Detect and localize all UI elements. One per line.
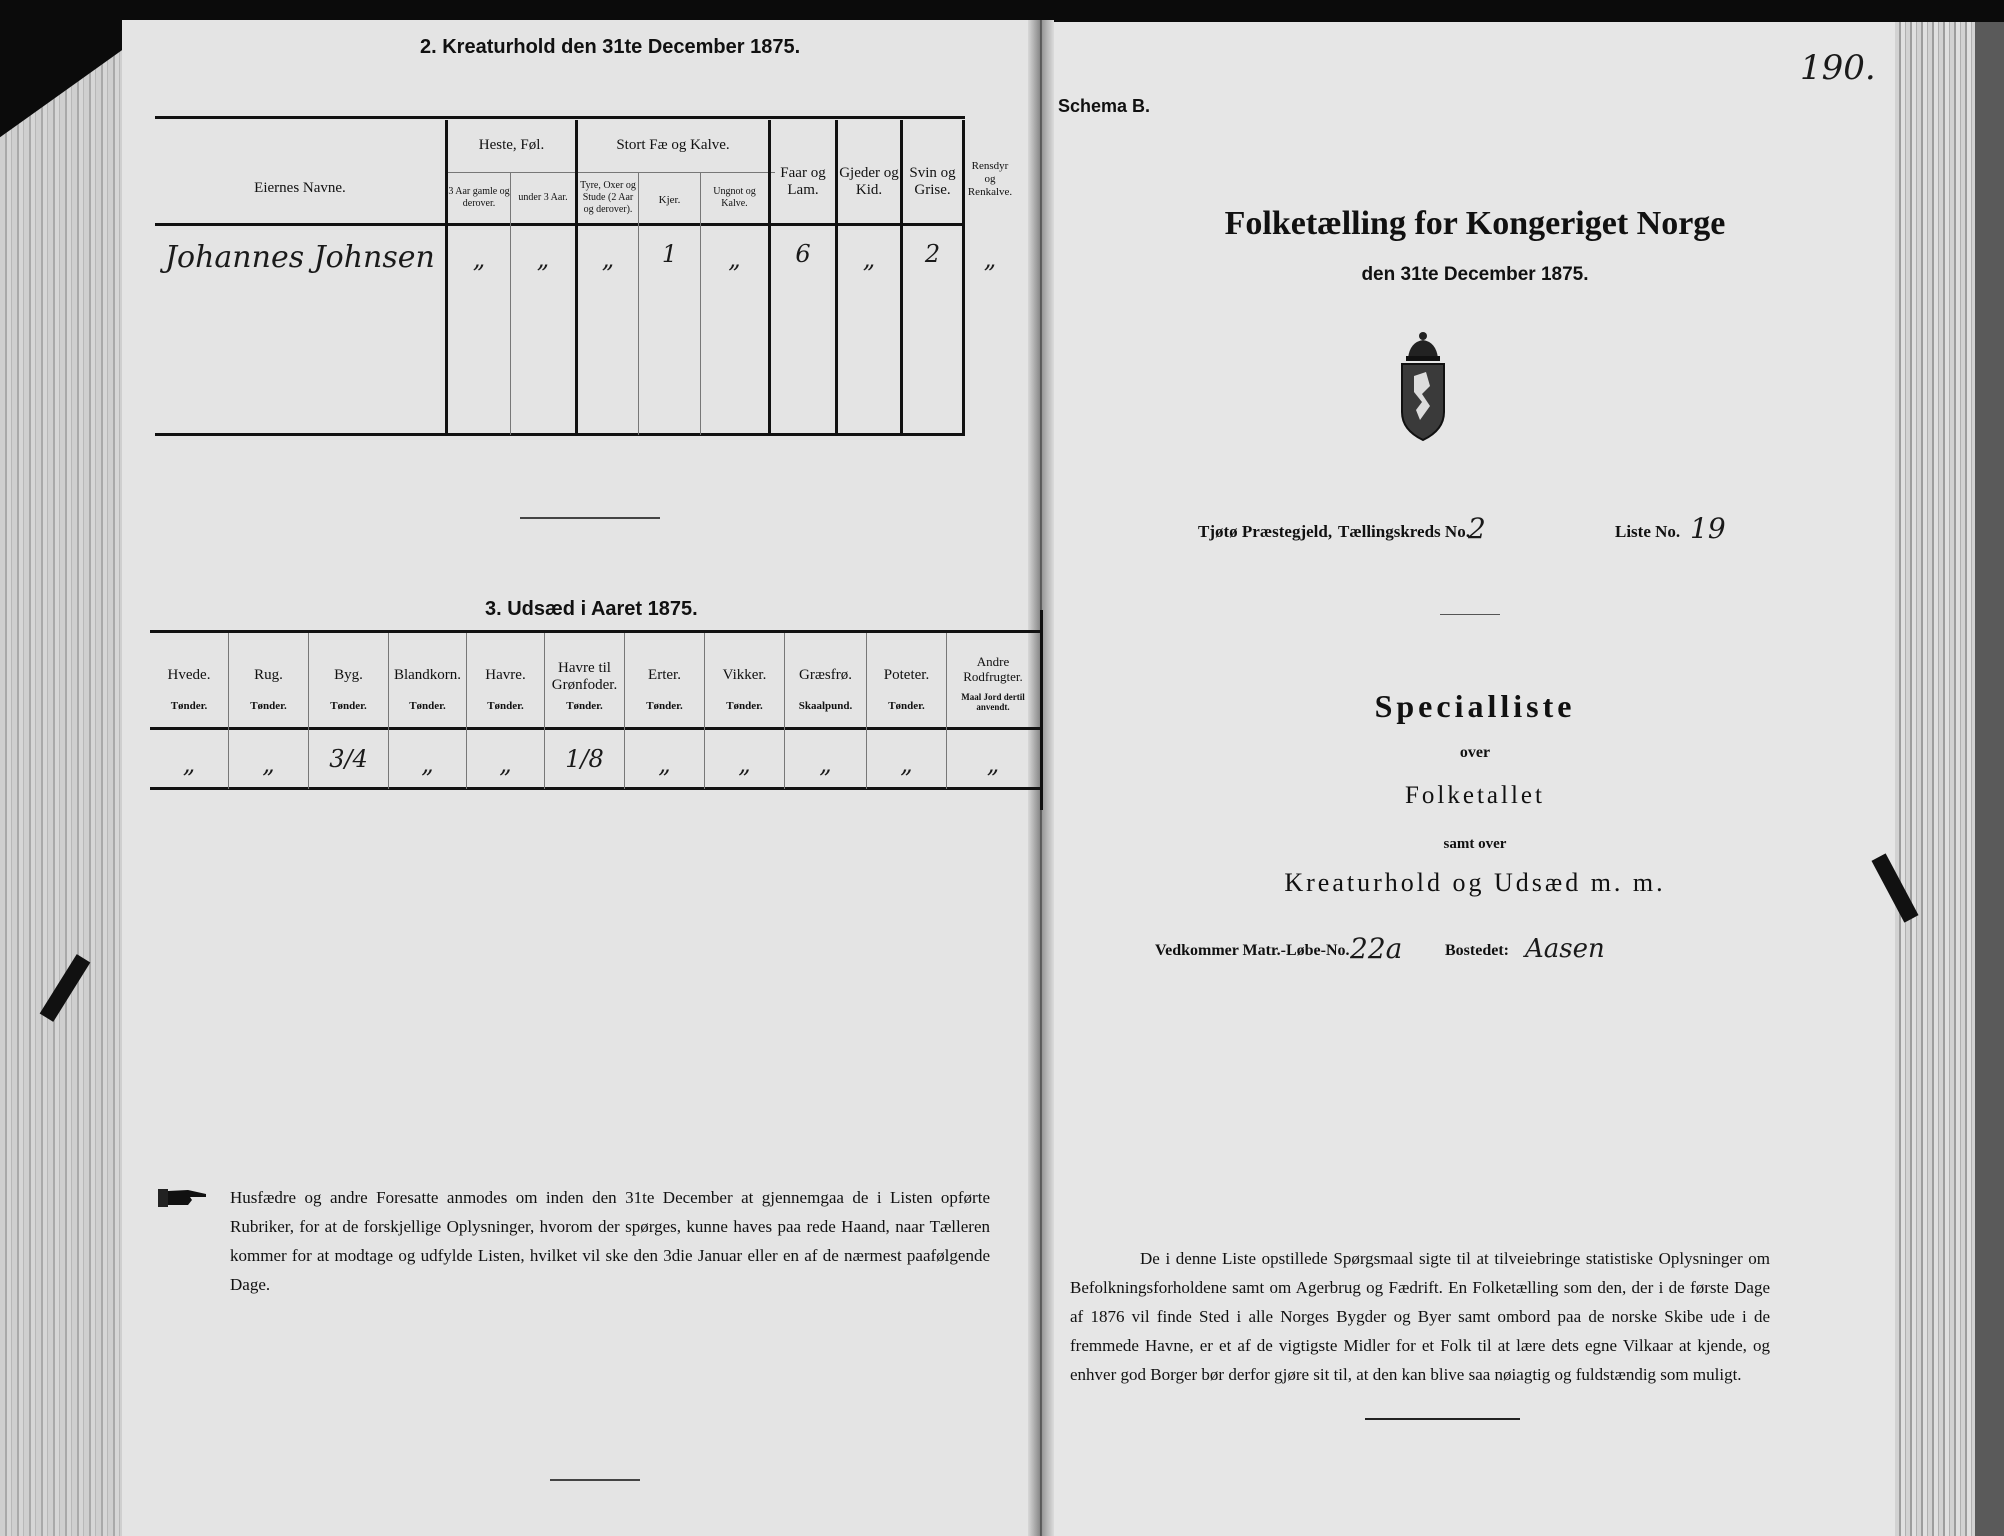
- intro-paragraph: De i denne Liste opstillede Spørgsmaal sigte til at tilveiebringe statistiske Oplysninger om Befolkningsforholdene samt om Agerbrug og Fædrift. En Folketælling som den, der i de første Dage af 1876 vil finde Sted i alle Norges Bygder og Byer samt ombord paa de norske Skibe ude i de fremmede Havne, er et af de vigtigste Midler for et Folk til at lære dets egne Vilkaar at kjende, og enhver god Borger bør derfor gjøre sit til, at den kan blive saa nøiagtig og fuldstændig som muligt.: [1070, 1249, 1770, 1384]
- value-faar: 6: [795, 240, 811, 268]
- book-cover-edge: [1975, 22, 2004, 1536]
- divider: [520, 517, 660, 519]
- section2-title: 2. Kreaturhold den 31te December 1875.: [420, 36, 801, 58]
- seed-header-poteter: Poteter.: [883, 667, 930, 683]
- seed-unit-blandkorn: Tønder.: [409, 700, 446, 712]
- main-date: den 31te December 1875.: [1361, 264, 1589, 285]
- seed-value-graesfro: „: [819, 750, 832, 778]
- header-heste-3aar: 3 Aar gamle og derover.: [448, 186, 510, 209]
- header-owner: Eiernes Navne.: [254, 180, 346, 196]
- value-heste-3aar: „: [472, 245, 486, 273]
- seed-value-blandkorn: „: [421, 750, 434, 778]
- header-kjer: Kjer.: [658, 194, 681, 206]
- value-svin: 2: [924, 240, 941, 268]
- kreaturhold-label: Kreaturhold og Udsæd m. m.: [1284, 868, 1666, 897]
- section3-title: 3. Udsæd i Aaret 1875.: [485, 598, 698, 620]
- seed-value-rug: „: [262, 750, 275, 778]
- seed-unit-graesfro: Skaalpund.: [798, 700, 853, 712]
- parish-label: Tjøtø Præstegjeld,: [1198, 522, 1333, 541]
- book-page-edges-left: [0, 48, 125, 1536]
- header-ungnot: Ungnot og Kalve.: [713, 186, 756, 209]
- value-tyre: „: [601, 245, 615, 273]
- samt-over-label: samt over: [1443, 836, 1507, 852]
- signature-line: [1365, 1418, 1520, 1420]
- header-tyre: Tyre, Oxer og Stude (2 Aar og derover).: [580, 180, 636, 215]
- header-faar: Faar og Lam.: [780, 165, 826, 198]
- liste-label: Liste No.: [1615, 522, 1681, 541]
- header-svin: Svin og Grise.: [909, 165, 956, 198]
- seed-value-havre-gronfoder: 1/8: [565, 745, 604, 773]
- notice-text: Husfædre og andre Foresatte anmodes om inden den 31te December at gjennemgaa de i Listen opførte Rubriker, for at de forskjellige Oplysninger, hvorom der spørges, kunne haves paa rede Haand, naar Tælleren kommer for at modtage og udfylde Listen, hvilket vil ske den 3die Januar eller en af de nærmest paafølgende Dage.: [230, 1188, 990, 1294]
- kreds-value: 2: [1468, 512, 1486, 545]
- seed-header-byg: Byg.: [334, 667, 363, 683]
- seed-header-hvede: Hvede.: [167, 667, 211, 683]
- seed-header-andre-rodfrugter: Andre Rodfrugter.: [963, 654, 1023, 684]
- value-kjer: 1: [661, 240, 678, 268]
- seed-unit-rug: Tønder.: [250, 700, 287, 712]
- seed-header-havre: Havre.: [485, 667, 526, 683]
- header-gjeder: Gjeder og Kid.: [839, 165, 899, 198]
- header-heste-under3: under 3 Aar.: [518, 192, 568, 203]
- seed-unit-byg: Tønder.: [330, 700, 367, 712]
- seed-unit-vikker: Tønder.: [726, 700, 763, 712]
- pointing-hand-icon: [158, 1187, 208, 1209]
- header-heste: Heste, Føl.: [478, 137, 545, 153]
- seed-value-hvede: „: [182, 750, 196, 778]
- seed-value-erter: „: [658, 750, 671, 778]
- seed-unit-andre-rodfrugter: Maal Jord dertil anvendt.: [961, 692, 1025, 712]
- seed-value-havre: „: [499, 750, 512, 778]
- matr-value: 22a: [1350, 932, 1403, 965]
- header-rensdyr: Rensdyr og Renkalve.: [967, 160, 1013, 198]
- bottom-divider: [550, 1479, 640, 1481]
- seed-unit-erter: Tønder.: [646, 700, 683, 712]
- value-gjeder: „: [862, 245, 876, 273]
- seed-value-vikker: „: [738, 750, 751, 778]
- seed-value-andre-rodfrugter: „: [986, 750, 1000, 778]
- seed-value-byg: 3/4: [329, 745, 368, 773]
- folketallet-label: Folketallet: [1405, 782, 1545, 809]
- schema-label: Schema B.: [1058, 96, 1151, 116]
- value-heste-under3: „: [536, 245, 550, 273]
- seed-header-erter: Erter.: [648, 667, 681, 683]
- seed-unit-havre-gronfoder: Tønder.: [566, 700, 603, 712]
- liste-value: 19: [1690, 512, 1726, 545]
- value-rensdyr: „: [983, 245, 997, 273]
- seed-header-graesfro: Græsfrø.: [799, 667, 852, 683]
- kreds-label: Tællingskreds No.: [1338, 522, 1470, 541]
- seed-header-rug: Rug.: [254, 667, 283, 683]
- page-number: 190.: [1800, 48, 1876, 88]
- divider-right: [1440, 614, 1500, 615]
- value-ungnot: „: [728, 245, 741, 273]
- seed-value-poteter: „: [900, 750, 913, 778]
- seed-header-havre-gronfoder: Havre til Grønfoder.: [551, 660, 618, 693]
- specialliste-title: Specialliste: [1374, 688, 1576, 724]
- bosted-label: Bostedet:: [1445, 942, 1509, 959]
- bosted-value: Aasen: [1525, 934, 1605, 964]
- header-stort-fae: Stort Fæ og Kalve.: [616, 137, 730, 153]
- coat-of-arms-icon: [1396, 330, 1450, 442]
- owner-name: Johannes Johnsen: [165, 240, 435, 275]
- seed-header-blandkorn: Blandkorn.: [393, 667, 462, 683]
- seed-unit-poteter: Tønder.: [888, 700, 925, 712]
- main-title: Folketælling for Kongeriget Norge: [1224, 205, 1726, 242]
- over-label: over: [1459, 744, 1491, 761]
- book-page-edges-right: [1895, 22, 1975, 1536]
- seed-header-vikker: Vikker.: [722, 667, 767, 683]
- matr-label: Vedkommer Matr.-Løbe-No.: [1155, 942, 1350, 959]
- seed-unit-hvede: Tønder.: [170, 700, 208, 712]
- seed-unit-havre: Tønder.: [487, 700, 524, 712]
